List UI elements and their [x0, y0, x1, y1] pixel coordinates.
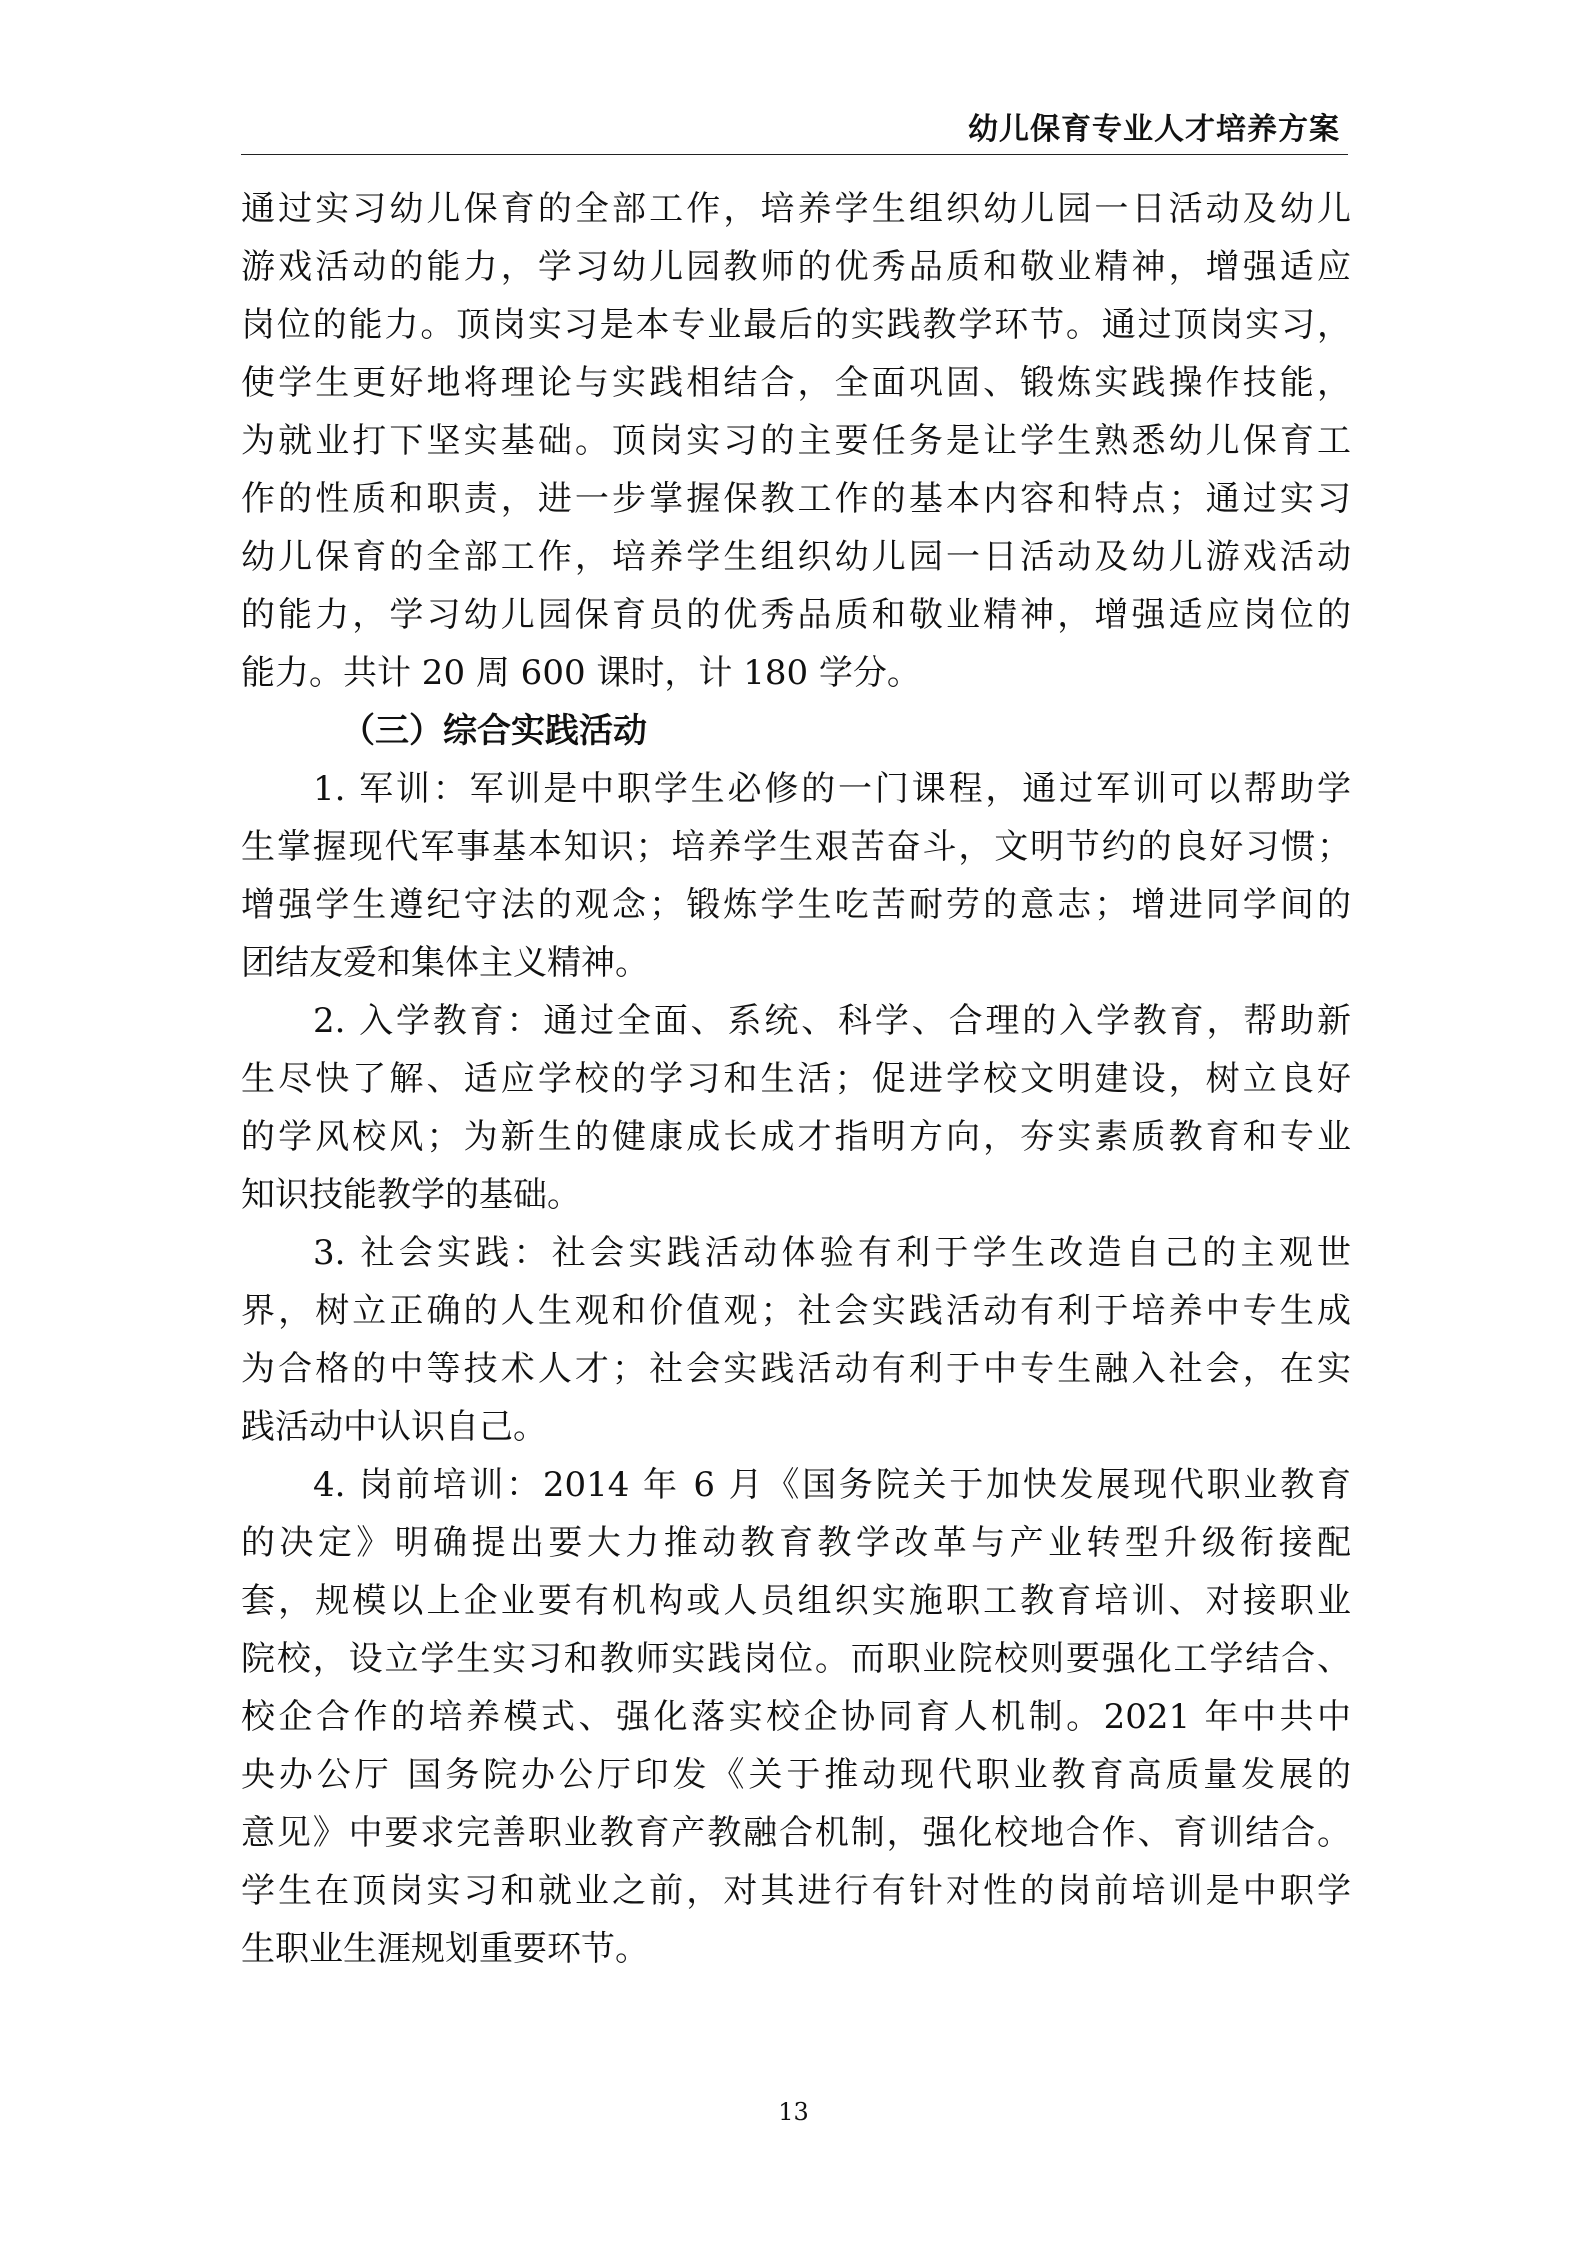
- text-line: 幼儿保育的全部工作，培养学生组织幼儿园一日活动及幼儿游戏活动: [241, 537, 1351, 577]
- text-line: 作的性质和职责，进一步掌握保教工作的基本内容和特点；通过实习: [241, 479, 1351, 519]
- text-line: 增强学生遵纪守法的观念；锻炼学生吃苦耐劳的意志；增进同学间的: [241, 885, 1351, 925]
- text-line: 界，树立正确的人生观和价值观；社会实践活动有利于培养中专生成: [241, 1291, 1351, 1331]
- text-line: 的能力，学习幼儿园保育员的优秀品质和敬业精神，增强适应岗位的: [241, 595, 1351, 635]
- text-line: 生职业生涯规划重要环节。: [241, 1929, 649, 1969]
- text-line: 套，规模以上企业要有机构或人员组织实施职工教育培训、对接职业: [241, 1581, 1351, 1621]
- text-line: 为合格的中等技术人才；社会实践活动有利于中专生融入社会，在实: [241, 1349, 1351, 1389]
- text-line: 的决定》明确提出要大力推动教育教学改革与产业转型升级衔接配: [241, 1523, 1351, 1563]
- text-line: 意见》中要求完善职业教育产教融合机制，强化校地合作、育训结合。: [241, 1813, 1351, 1853]
- text-line: 的学风校风；为新生的健康成长成才指明方向，夯实素质教育和专业: [241, 1117, 1351, 1157]
- text-line: 校企合作的培养模式、强化落实校企协同育人机制。2021 年中共中: [241, 1697, 1351, 1737]
- text-line: 生尽快了解、适应学校的学习和生活；促进学校文明建设，树立良好: [241, 1059, 1351, 1099]
- paragraph-first-line: 4. 岗前培训：2014 年 6 月《国务院关于加快发展现代职业教育: [313, 1465, 1351, 1505]
- page-header: [241, 108, 1348, 155]
- text-line: 岗位的能力。顶岗实习是本专业最后的实践教学环节。通过顶岗实习，: [241, 305, 1351, 345]
- paragraph-first-line: 1. 军训：军训是中职学生必修的一门课程，通过军训可以帮助学: [313, 769, 1351, 809]
- text-line: 为就业打下坚实基础。顶岗实习的主要任务是让学生熟悉幼儿保育工: [241, 421, 1351, 461]
- page-number: 13: [778, 2098, 809, 2126]
- text-line: 能力。共计 20 周 600 课时，计 180 学分。: [241, 653, 921, 693]
- header-title: 幼儿保育专业人才培养方案: [968, 112, 1340, 147]
- paragraph-first-line: 3. 社会实践：社会实践活动体验有利于学生改造自己的主观世: [313, 1233, 1351, 1273]
- text-line: 游戏活动的能力，学习幼儿园教师的优秀品质和敬业精神，增强适应: [241, 247, 1351, 287]
- text-line: 生掌握现代军事基本知识；培养学生艰苦奋斗，文明节约的良好习惯；: [241, 827, 1351, 867]
- text-line: 央办公厅 国务院办公厅印发《关于推动现代职业教育高质量发展的: [241, 1755, 1351, 1795]
- text-line: 践活动中认识自己。: [241, 1407, 547, 1447]
- text-line: 团结友爱和集体主义精神。: [241, 943, 649, 983]
- text-line: 院校，设立学生实习和教师实践岗位。而职业院校则要强化工学结合、: [241, 1639, 1351, 1679]
- paragraph-first-line: 2. 入学教育：通过全面、系统、科学、合理的入学教育，帮助新: [313, 1001, 1351, 1041]
- text-line: 知识技能教学的基础。: [241, 1175, 581, 1215]
- text-line: 学生在顶岗实习和就业之前，对其进行有针对性的岗前培训是中职学: [241, 1871, 1351, 1911]
- text-line: 通过实习幼儿保育的全部工作，培养学生组织幼儿园一日活动及幼儿: [241, 189, 1351, 229]
- section-heading: （三）综合实践活动: [341, 711, 647, 751]
- body-text: [241, 180, 1351, 1978]
- text-line: 使学生更好地将理论与实践相结合，全面巩固、锻炼实践操作技能，: [241, 363, 1351, 403]
